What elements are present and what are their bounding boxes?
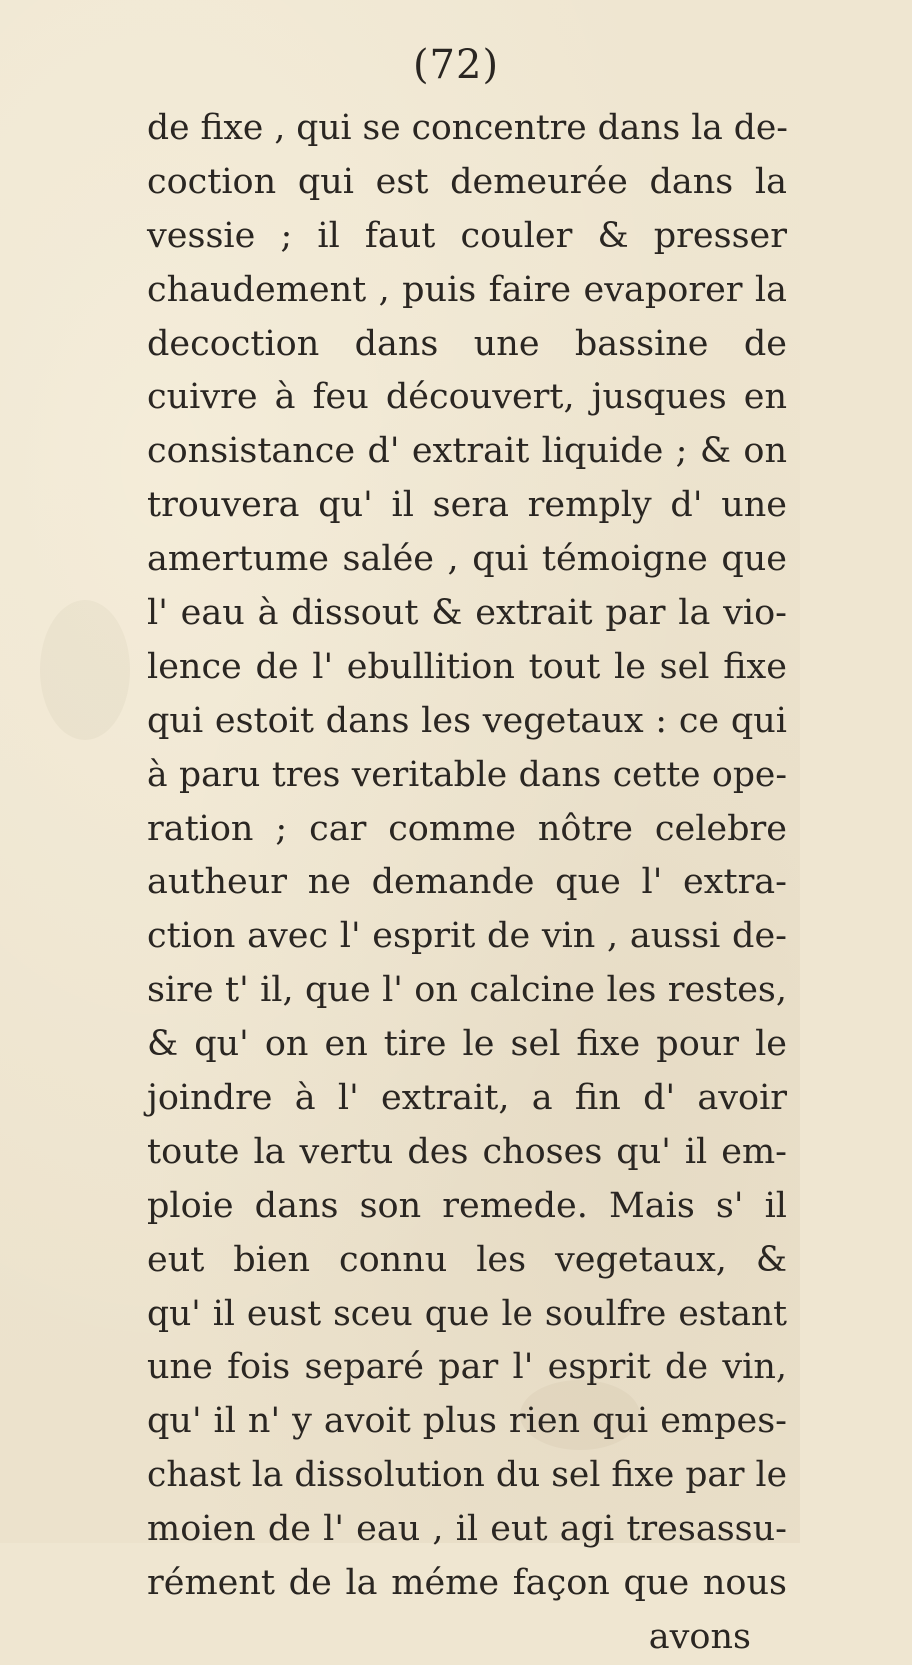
text-line: trouvera qu' il sera remply d' une xyxy=(147,485,787,526)
text-line: moien de l' eau , il eut agi tresassu- xyxy=(147,1509,787,1550)
text-line: autheur ne demande que l' extra- xyxy=(147,862,787,903)
text-line: decoction dans une bassine de xyxy=(147,323,787,364)
text-line: une fois separé par l' esprit de vin, xyxy=(147,1347,787,1388)
text-line: ploie dans son remede. Mais s' il xyxy=(147,1185,787,1226)
page-number: (72) xyxy=(412,42,500,88)
text-line: chaudement , puis faire evaporer la xyxy=(147,269,787,310)
text-line: toute la vertu des choses qu' il em- xyxy=(147,1131,787,1172)
text-line: & qu' on en tire le sel fixe pour le xyxy=(147,1024,787,1065)
text-line: qu' il eust sceu que le soulfre estant xyxy=(147,1293,787,1334)
text-line: rément de la méme façon que nous xyxy=(147,1563,787,1604)
text-line: cuivre à feu découvert, jusques en xyxy=(147,377,787,418)
text-line: sire t' il, que l' on calcine les restes, xyxy=(147,970,787,1011)
text-line: de fixe , qui se concentre dans la de- xyxy=(147,108,788,148)
body-text xyxy=(147,102,787,1665)
text-line: coction qui est demeurée dans la xyxy=(147,161,787,202)
catchword: avons xyxy=(648,1616,751,1657)
text-line: à paru tres veritable dans cette ope- xyxy=(147,754,787,795)
text-line: vessie ; il faut couler & presser xyxy=(147,215,787,256)
text-line: qui estoit dans les vegetaux : ce qui xyxy=(147,700,787,741)
text-line: amertume salée , qui témoigne que xyxy=(147,539,787,580)
text-line: consistance d' extrait liquide ; & on xyxy=(147,431,787,472)
text-line: qu' il n' y avoit plus rien qui empes- xyxy=(147,1401,787,1442)
paper-stain xyxy=(40,600,130,740)
text-line: eut bien connu les vegetaux, & xyxy=(147,1239,787,1280)
text-line: ration ; car comme nôtre celebre xyxy=(147,808,787,849)
text-line: l' eau à dissout & extrait par la vio- xyxy=(147,593,787,634)
text-line: chast la dissolution du sel fixe par le xyxy=(147,1455,787,1496)
text-line: ction avec l' esprit de vin , aussi de- xyxy=(147,916,787,957)
text-line: joindre à l' extrait, a fin d' avoir xyxy=(147,1078,787,1119)
text-line: lence de l' ebullition tout le sel fixe xyxy=(147,646,787,687)
